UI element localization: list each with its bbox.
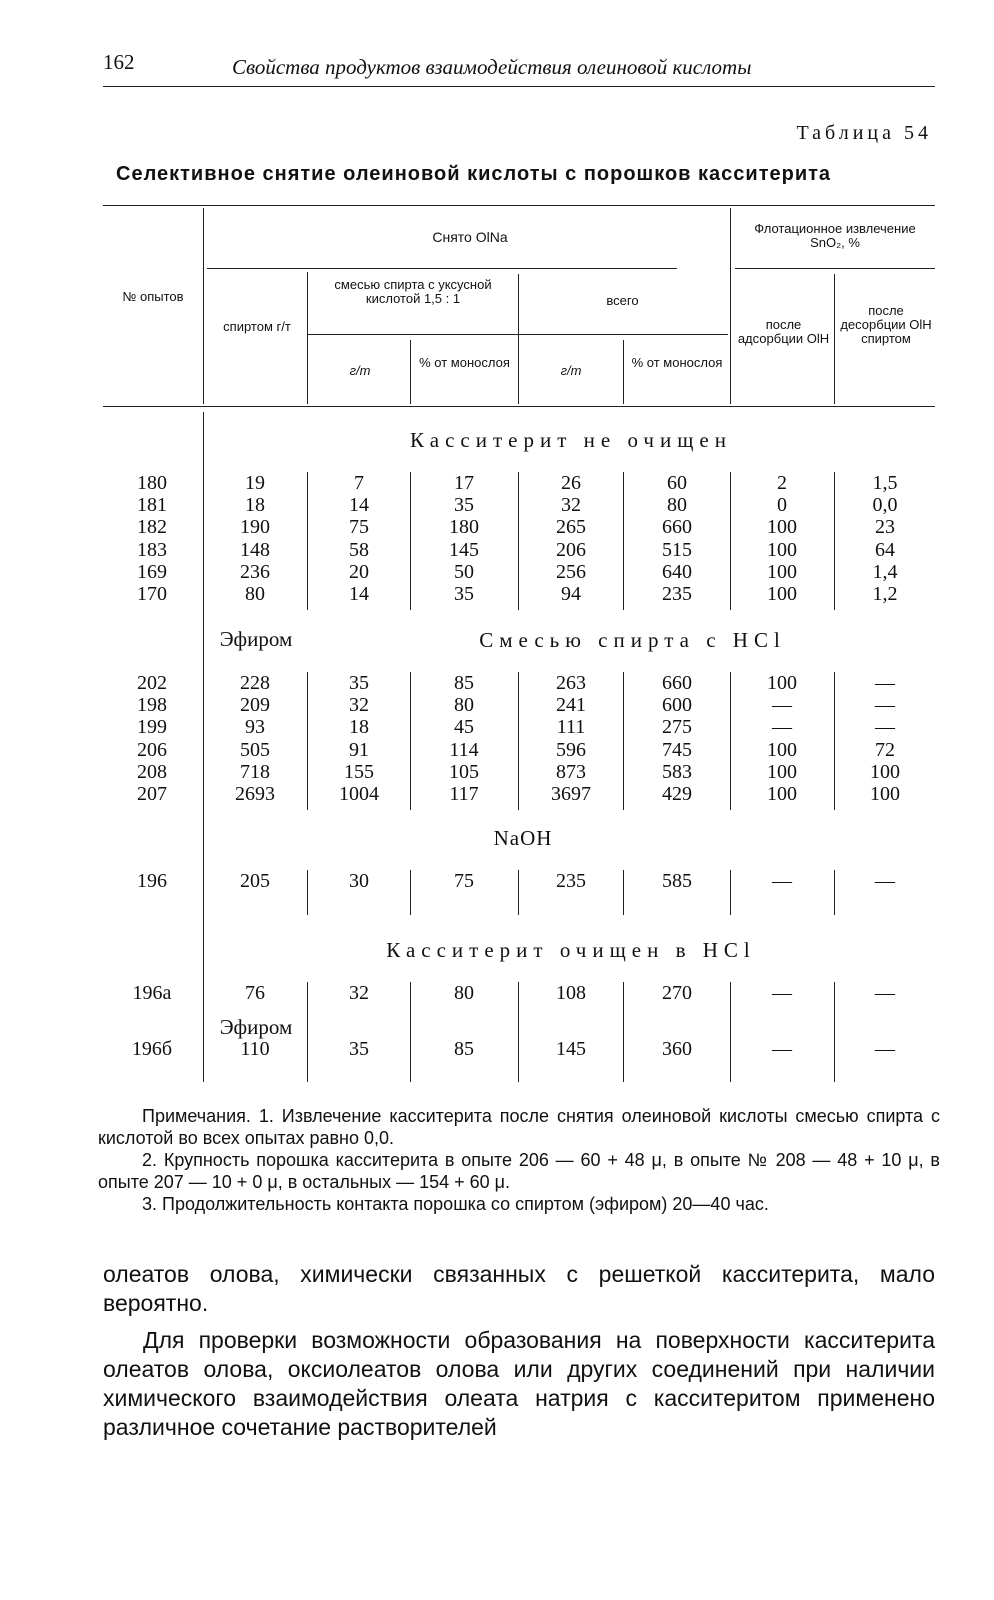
- table-cell: 35: [349, 1038, 369, 1060]
- table-notes: [98, 1105, 940, 1215]
- vrule: [834, 274, 835, 404]
- table-cell: 505: [240, 738, 270, 761]
- vrule: [518, 274, 519, 404]
- table-cell: 2693: [235, 783, 275, 805]
- table-cell: 75: [454, 870, 474, 892]
- vrule: [307, 272, 308, 404]
- table-cell: —: [875, 1038, 895, 1060]
- paragraph: олеатов олова, химически связанных с решеткой касситерита, мало вероятно.: [103, 1261, 935, 1316]
- vrule: [834, 472, 835, 610]
- section-col2-label: Эфиром: [219, 627, 293, 651]
- table-cell: 100: [870, 783, 900, 805]
- header-total-pct: % от монослоя: [631, 355, 723, 370]
- table-cell: 85: [454, 672, 474, 694]
- table-cell: 35: [454, 583, 474, 605]
- vrule: [730, 472, 731, 610]
- table-cell: 585: [662, 870, 692, 892]
- table-cell: —: [772, 716, 792, 739]
- header-removed: Снято OlNa: [432, 229, 508, 245]
- table-cell: 270: [662, 982, 692, 1004]
- section-title: Касситерит не очищен: [410, 428, 732, 452]
- table-cell: 1004: [339, 783, 379, 805]
- table-cell: 241: [556, 694, 586, 717]
- running-title: Свойства продуктов взаимодействия олеиновой кислоты: [232, 55, 752, 79]
- table-cell: 100: [767, 738, 797, 761]
- table-cell: 18: [245, 494, 265, 517]
- table-cell: 145: [556, 1038, 586, 1060]
- vrule: [623, 472, 624, 610]
- body-text: [103, 1260, 935, 1442]
- table-cell: 105: [449, 760, 479, 783]
- table-cell: 206: [556, 538, 586, 561]
- table-cell: 117: [449, 783, 479, 805]
- header-mix-gt: г/т: [349, 363, 371, 378]
- table-cell: —: [772, 694, 792, 717]
- table-cell: 100: [767, 672, 797, 694]
- header-total-gt: г/т: [560, 363, 582, 378]
- table-cell: 114: [449, 738, 479, 761]
- table-cell: —: [772, 982, 792, 1004]
- table-cell: 155: [344, 760, 374, 783]
- table-cell: 2: [777, 472, 787, 494]
- table-cell: 18: [349, 716, 369, 739]
- table-cell: 80: [454, 982, 474, 1004]
- header-by-alcohol: спиртом г/т: [223, 319, 291, 334]
- row-exp-no: 198: [137, 694, 167, 717]
- table-cell: 17: [454, 472, 474, 494]
- vrule: [410, 982, 411, 1082]
- table-cell: 35: [349, 672, 369, 694]
- header-rule: [103, 86, 935, 87]
- table-cell: 660: [662, 516, 692, 539]
- header-mix-pct: % от монослоя: [419, 355, 510, 370]
- table-cell: 80: [245, 583, 265, 605]
- table-cell: 26: [561, 472, 581, 494]
- table-cell: 265: [556, 516, 586, 539]
- table-cell: 180: [449, 516, 479, 539]
- table-cell: 100: [870, 760, 900, 783]
- table-header-bottom-rule: [103, 406, 935, 407]
- table-cell: 583: [662, 760, 692, 783]
- table-cell: 228: [240, 672, 270, 694]
- table-cell: 23: [875, 516, 895, 539]
- table-cell: 100: [767, 783, 797, 805]
- table-cell: —: [772, 1038, 792, 1060]
- vrule: [730, 208, 731, 404]
- table-cell: 100: [767, 516, 797, 539]
- vrule: [730, 672, 731, 810]
- vrule: [307, 870, 308, 915]
- table-cell: —: [772, 870, 792, 892]
- table-cell: 20: [349, 560, 369, 583]
- table-cell: 93: [245, 716, 265, 739]
- table-cell: 94: [561, 583, 581, 605]
- table-cell: 58: [349, 538, 369, 561]
- header-rule-flotation: [735, 268, 935, 269]
- table-cell: 596: [556, 738, 586, 761]
- table-cell: 111: [556, 716, 586, 739]
- table-cell: 30: [349, 870, 369, 892]
- table-cell: 515: [662, 538, 692, 561]
- vrule: [307, 672, 308, 810]
- table-cell: 32: [561, 494, 581, 517]
- vrule: [623, 870, 624, 915]
- vrule: [307, 472, 308, 610]
- section-title: Касситерит очищен в HCl: [386, 938, 756, 962]
- table-caption: Селективное снятие олеиновой кислоты с порошков касситерита: [116, 163, 832, 185]
- row-exp-no: 207: [137, 783, 167, 805]
- table-cell: —: [875, 716, 895, 739]
- table-cell: 205: [240, 870, 270, 892]
- table-cell: 100: [767, 760, 797, 783]
- table-cell: 100: [767, 538, 797, 561]
- table-cell: 76: [245, 982, 265, 1004]
- table-cell: 235: [662, 583, 692, 605]
- table-cell: 600: [662, 694, 692, 717]
- vrule: [307, 982, 308, 1082]
- row-exp-no: 196а: [132, 982, 172, 1004]
- vrule: [834, 870, 835, 915]
- table-cell: —: [875, 694, 895, 717]
- table-cell: —: [875, 870, 895, 892]
- table-cell: 256: [556, 560, 586, 583]
- row-exp-no: 202: [137, 672, 167, 694]
- table-cell: 1,5: [872, 472, 898, 494]
- table-cell: 35: [454, 494, 474, 517]
- header-exp-no: № опытов: [122, 289, 184, 304]
- table-cell: 263: [556, 672, 586, 694]
- table-cell: 190: [240, 516, 270, 539]
- paragraph: Для проверки возможности образования на поверхности касситерита олеатов олова, оксиолеатов олова или других соединений при наличии химического взаимодействия олеата натрия с касситеритом применено различное сочетание растворителей: [103, 1327, 935, 1440]
- table-cell: 32: [349, 694, 369, 717]
- table-cell: 235: [556, 870, 586, 892]
- table-cell: 50: [454, 560, 474, 583]
- table-number: Таблица 54: [796, 122, 932, 144]
- table-cell: 145: [449, 538, 479, 561]
- vrule: [730, 982, 731, 1082]
- table-cell: 148: [240, 538, 270, 561]
- row-exp-no: 183: [137, 538, 167, 561]
- header-after-desorption: после десорбции OlH спиртом: [840, 303, 932, 346]
- vrule: [203, 412, 204, 1082]
- table-top-rule: [103, 205, 935, 206]
- table-cell: 873: [556, 760, 586, 783]
- table-cell: 14: [349, 583, 369, 605]
- table-cell: 45: [454, 716, 474, 739]
- page-number: 162: [103, 50, 135, 74]
- table-cell: 209: [240, 694, 270, 717]
- table-cell: 64: [875, 538, 895, 561]
- table-cell: 110: [240, 1038, 270, 1060]
- table-cell: 745: [662, 738, 692, 761]
- note-3: 3. Продолжительность контакта порошка со спиртом (эфиром) 20—40 час.: [142, 1194, 769, 1214]
- note-1: Примечания. 1. Извлечение касситерита после снятия олеиновой кислоты смесью спирта с кислотой во всех опытах равно 0,0.: [98, 1106, 940, 1148]
- header-rule-removed: [207, 268, 677, 269]
- table-cell: 1,4: [872, 560, 898, 583]
- row-exp-no: 180: [137, 472, 167, 494]
- table-cell: 32: [349, 982, 369, 1004]
- table-cell: 72: [875, 738, 895, 761]
- table-cell: 80: [667, 494, 687, 517]
- table-cell: —: [875, 672, 895, 694]
- table-cell: 85: [454, 1038, 474, 1060]
- table-cell: 60: [667, 472, 687, 494]
- vrule: [730, 870, 731, 915]
- table-cell: 100: [767, 583, 797, 605]
- table-cell: 7: [354, 472, 364, 494]
- vrule: [410, 672, 411, 810]
- section-title: NaOH: [493, 826, 553, 850]
- row-exp-no: 181: [137, 494, 167, 517]
- table-cell: 718: [240, 760, 270, 783]
- vrule: [623, 672, 624, 810]
- table-cell: 108: [556, 982, 586, 1004]
- table-cell: —: [875, 982, 895, 1004]
- table-cell: 640: [662, 560, 692, 583]
- row-exp-no: 170: [137, 583, 167, 605]
- header-by-mixture: смесью спирта с уксусной кислотой 1,5 : 1: [334, 277, 492, 306]
- table-cell: 75: [349, 516, 369, 539]
- vrule: [834, 982, 835, 1082]
- vrule: [410, 340, 411, 404]
- table-cell: 3697: [551, 783, 591, 805]
- vrule: [518, 982, 519, 1082]
- row-exp-no: 199: [137, 716, 167, 739]
- table-cell: 0: [777, 494, 787, 517]
- table-cell: 91: [349, 738, 369, 761]
- note-2: 2. Крупность порошка касситерита в опыте 206 — 60 + 48 μ, в опыте № 208 — 48 + 10 μ, в опыте 207 — 10 + 0 μ, в остальных — 154 + 60 μ.: [98, 1150, 940, 1192]
- table-cell: 0,0: [872, 494, 898, 517]
- table-cell: 100: [767, 560, 797, 583]
- table-cell: 80: [454, 694, 474, 717]
- vrule: [410, 870, 411, 915]
- header-after-adsorption: после адсорбции OlH: [737, 317, 830, 346]
- vrule: [410, 472, 411, 610]
- table-cell: 660: [662, 672, 692, 694]
- header-total: всего: [606, 293, 639, 308]
- table-cell: 429: [662, 783, 692, 805]
- table-cell: 360: [662, 1038, 692, 1060]
- row-exp-no: 196: [137, 870, 167, 892]
- section-col2-label: Эфиром: [219, 1015, 293, 1039]
- row-exp-no: 206: [137, 738, 167, 761]
- row-exp-no: 196б: [131, 1038, 173, 1060]
- vrule: [834, 672, 835, 810]
- table-cell: 1,2: [872, 583, 898, 605]
- table-cell: 14: [349, 494, 369, 517]
- vrule: [203, 208, 204, 404]
- table-cell: 19: [245, 472, 265, 494]
- row-exp-no: 169: [137, 560, 167, 583]
- vrule: [518, 870, 519, 915]
- table-cell: 275: [662, 716, 692, 739]
- vrule: [518, 672, 519, 810]
- row-exp-no: 208: [137, 760, 167, 783]
- vrule: [623, 982, 624, 1082]
- header-flotation: Флотационное извлечение SnO₂, %: [754, 221, 916, 250]
- table-cell: 236: [240, 560, 270, 583]
- vrule: [518, 472, 519, 610]
- section-title: Смесью спирта с HCl: [479, 628, 786, 652]
- row-exp-no: 182: [137, 516, 167, 539]
- vrule: [623, 340, 624, 404]
